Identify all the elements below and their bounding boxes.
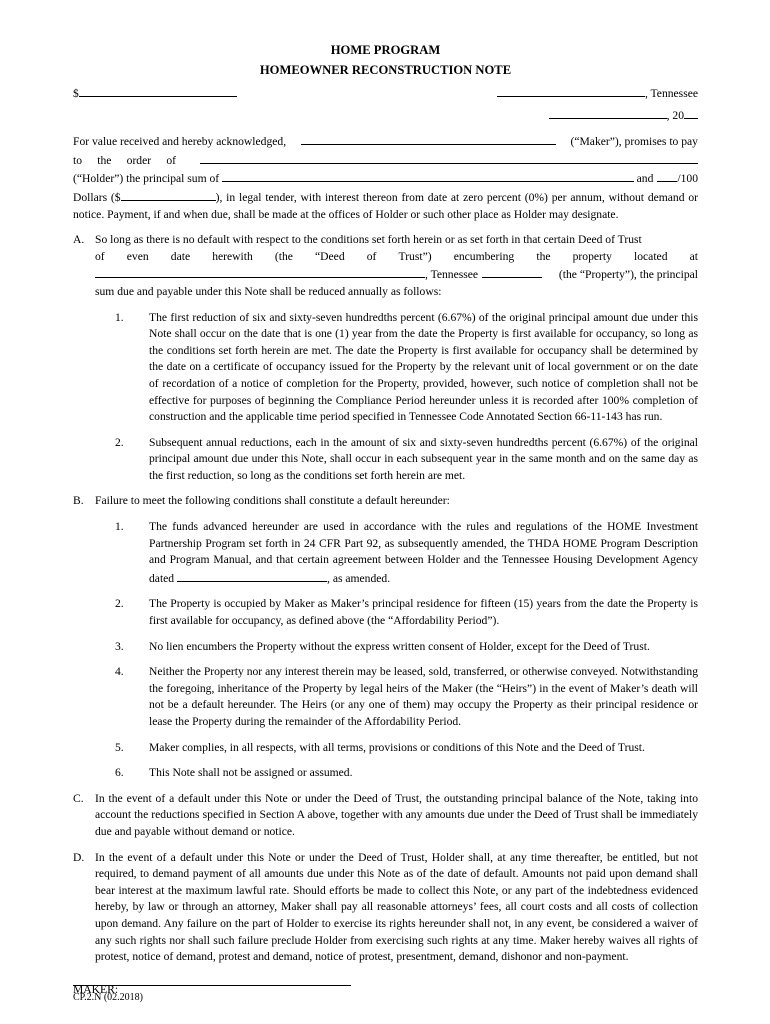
item-1-text: The funds advanced hereunder are used in accordance with the rules and regulations of the HOME Investment Partnership Program set forth in 24 CFR Part 92, as subsequently amended, the THDA HOME Program Description and Program Manual, and that certain agreement between Holder and the Tennessee Housing Development Agency dated [149, 520, 698, 585]
date-row [73, 106, 698, 125]
item-number: 3. [115, 639, 124, 653]
document-page [73, 40, 698, 998]
word: even [126, 249, 149, 263]
word: encumbering [453, 249, 515, 263]
principal-words-blank[interactable] [222, 169, 633, 182]
city-blank[interactable] [497, 84, 645, 97]
word: the [97, 153, 112, 167]
amount-location-row [73, 84, 698, 103]
form-number: CP.2.N (02.2018) [73, 992, 144, 1003]
intro-text-2: (“Maker”), promises to pay [570, 135, 698, 149]
holder-blank[interactable] [200, 151, 698, 164]
item-text: Maker complies, in all respects, with all terms, provisions or conditions of this Note and the Deed of Trust. [149, 740, 645, 754]
list-item [95, 740, 698, 757]
agreement-date-blank[interactable] [177, 569, 327, 582]
item-number: 2. [115, 597, 124, 611]
maker-blank[interactable] [301, 132, 556, 145]
word: the [536, 249, 551, 263]
section-d [73, 850, 698, 966]
word: order [126, 153, 152, 167]
year-blank[interactable] [684, 106, 698, 119]
section-c-label: C. [73, 791, 84, 805]
cents-blank[interactable] [657, 169, 677, 182]
list-item [95, 765, 698, 782]
per-hundred-label: /100 [677, 172, 698, 186]
item-text: The Property is occupied by Maker as Maker’s principal residence for fifteen (15) years from the date the Property is first available for occupancy, as defined above (the “Affordability Period”). [149, 597, 698, 628]
amount-blank[interactable] [79, 84, 237, 97]
property-address-blank[interactable] [95, 265, 425, 278]
section-b-label: B. [73, 494, 84, 508]
year-label: , 20 [666, 108, 684, 122]
list-item [95, 664, 698, 730]
note-title: HOMEOWNER RECONSTRUCTION NOTE [259, 63, 512, 77]
intro-line-2 [73, 151, 698, 170]
dollar-sign: $ [73, 87, 79, 100]
dollars-label: Dollars ($ [73, 190, 121, 204]
maker-signature-label: MAKER: [73, 982, 119, 996]
word: to [73, 153, 83, 167]
word: Trust”) [398, 249, 432, 263]
section-c-text: In the event of a default under this Note or under the Deed of Trust, the outstanding principal balance of the Note, taking into account the reductions specified in Section A above, together with any amounts due under the Deed of Trust shall be immediately due and payable without demand or notice. [95, 791, 698, 838]
list-item [95, 519, 698, 587]
and-label: and [636, 172, 654, 186]
item-text: Subsequent annual reductions, each in the amount of six and sixty-seven hundredths percent (6.67%) of the original principal amount due under this Note, shall occur in each subsequent year in the same month and on the same day as the first reduction, so long as the conditions set forth herein are met. [149, 435, 698, 482]
intro-line-4 [73, 188, 698, 223]
word: (the [274, 249, 293, 263]
word: located [634, 249, 668, 263]
section-d-label: D. [73, 850, 85, 864]
property-label: (the “Property”), the principal [558, 268, 698, 282]
intro-line-1 [73, 132, 698, 151]
item-number: 1. [115, 520, 124, 534]
section-a-line-4: sum due and payable under this Note shall be reduced annually as follows: [95, 284, 442, 298]
list-item [95, 639, 698, 656]
principal-label: (“Holder”) the principal sum of [73, 172, 220, 186]
intro-paragraph [73, 132, 698, 223]
list-item [95, 435, 698, 485]
item-text [149, 519, 698, 587]
maker-signature-line[interactable] [73, 985, 351, 986]
item-number: 4. [115, 665, 124, 679]
section-b [73, 493, 698, 781]
word: of [166, 153, 176, 167]
section-a [73, 232, 698, 484]
as-amended-text: , as amended. [327, 571, 391, 585]
word: “Deed [315, 249, 345, 263]
item-text: This Note shall not be assigned or assumed. [149, 766, 353, 780]
word: property [572, 249, 612, 263]
intro-text-1: For value received and hereby acknowledged, [73, 135, 287, 149]
order-of-words [73, 153, 176, 170]
dollars-blank[interactable] [121, 188, 216, 201]
program-title: HOME PROGRAM [330, 43, 441, 57]
section-a-line-2 [95, 249, 698, 266]
section-b-intro: Failure to meet the following conditions shall constitute a default hereunder: [95, 494, 450, 508]
date-blank[interactable] [549, 106, 667, 119]
legal-tender-text: ), in legal tender, with interest thereon from date at zero percent (0%) per annum, without demand or notice. Payment, if and when due, shall be made at the offices of Holder or such other place as Holder may designate. [73, 190, 698, 221]
tennessee-label: , Tennessee [425, 268, 479, 282]
word: at [689, 249, 698, 263]
section-c [73, 791, 698, 841]
item-number: 2. [115, 435, 124, 449]
section-a-line-1: So long as there is no default with respect to the conditions set forth herein or as set forth in that certain Deed of Trust [95, 233, 642, 247]
location-field[interactable] [497, 84, 698, 103]
list-item [95, 596, 698, 629]
word: herewith [212, 249, 253, 263]
item-text: No lien encumbers the Property without the express written consent of Holder, except for the Deed of Trust. [149, 639, 650, 653]
item-text: The first reduction of six and sixty-seven hundredths percent (6.67%) of the original principal amount due under this Note shall occur on the date that is one (1) year from the date the Property is first available for occupancy, so long as the conditions set forth herein are met. The date the Property is first available for occupancy shall be determined by the date on a certificate of occupancy issued for the Property by the relevant unit of local government or on the date of recordation of a notice of completion for the Property, provided, however, such notice of completion shall not be effective for purposes of beginning the Compliance Period hereunder unless it is recorded after 100% completion of construction and the applicable time period specified in Tennessee Code Annotated Section 66-11-143 has run. [149, 310, 698, 424]
word: of [95, 249, 105, 263]
zip-blank[interactable] [482, 265, 542, 278]
section-a-label: A. [73, 233, 85, 247]
word: date [170, 249, 191, 263]
section-a-line-3 [95, 265, 698, 284]
amount-field[interactable] [73, 84, 237, 103]
list-item [95, 310, 698, 426]
section-d-text: In the event of a default under this Note or under the Deed of Trust, Holder shall, at any time thereafter, be entitled, but not required, to demand payment of all amounts due under this Note as of the date of default. Amounts not paid upon demand shall bear interest at the maximum lawful rate. Should efforts be made to collect this Note, or any part of the indebtedness evidenced hereby, by law or through an attorney, Maker shall pay all reasonable attorneys’ fees, all court costs and all costs of collection upon demand. Any failure on the part of Holder to exercise its rights hereunder shall not, in any event, be considered a waiver of any such rights nor shall such failure preclude Holder from exercising such rights at any time. Maker hereby waives all rights of protest, notice of demand, protest and demand, notice of protest, presentment, demand, dishonor and non-payment. [95, 850, 698, 964]
state-label: , Tennessee [644, 87, 698, 100]
item-number: 6. [115, 766, 124, 780]
item-text: Neither the Property nor any interest therein may be leased, sold, transferred, or otherwise conveyed. Notwithstanding the foregoing, inheritance of the Property by legal heirs of the Maker (the “Heirs”) in the event of Maker’s death will not be a default hereunder. The Heirs (or any one of them) may occupy the Property as their principal residence or lease the Property during the remainder of the Affordability Period. [149, 665, 698, 728]
intro-line-3 [73, 169, 698, 188]
word: of [366, 249, 377, 263]
item-number: 5. [115, 740, 124, 754]
item-number: 1. [115, 310, 124, 324]
